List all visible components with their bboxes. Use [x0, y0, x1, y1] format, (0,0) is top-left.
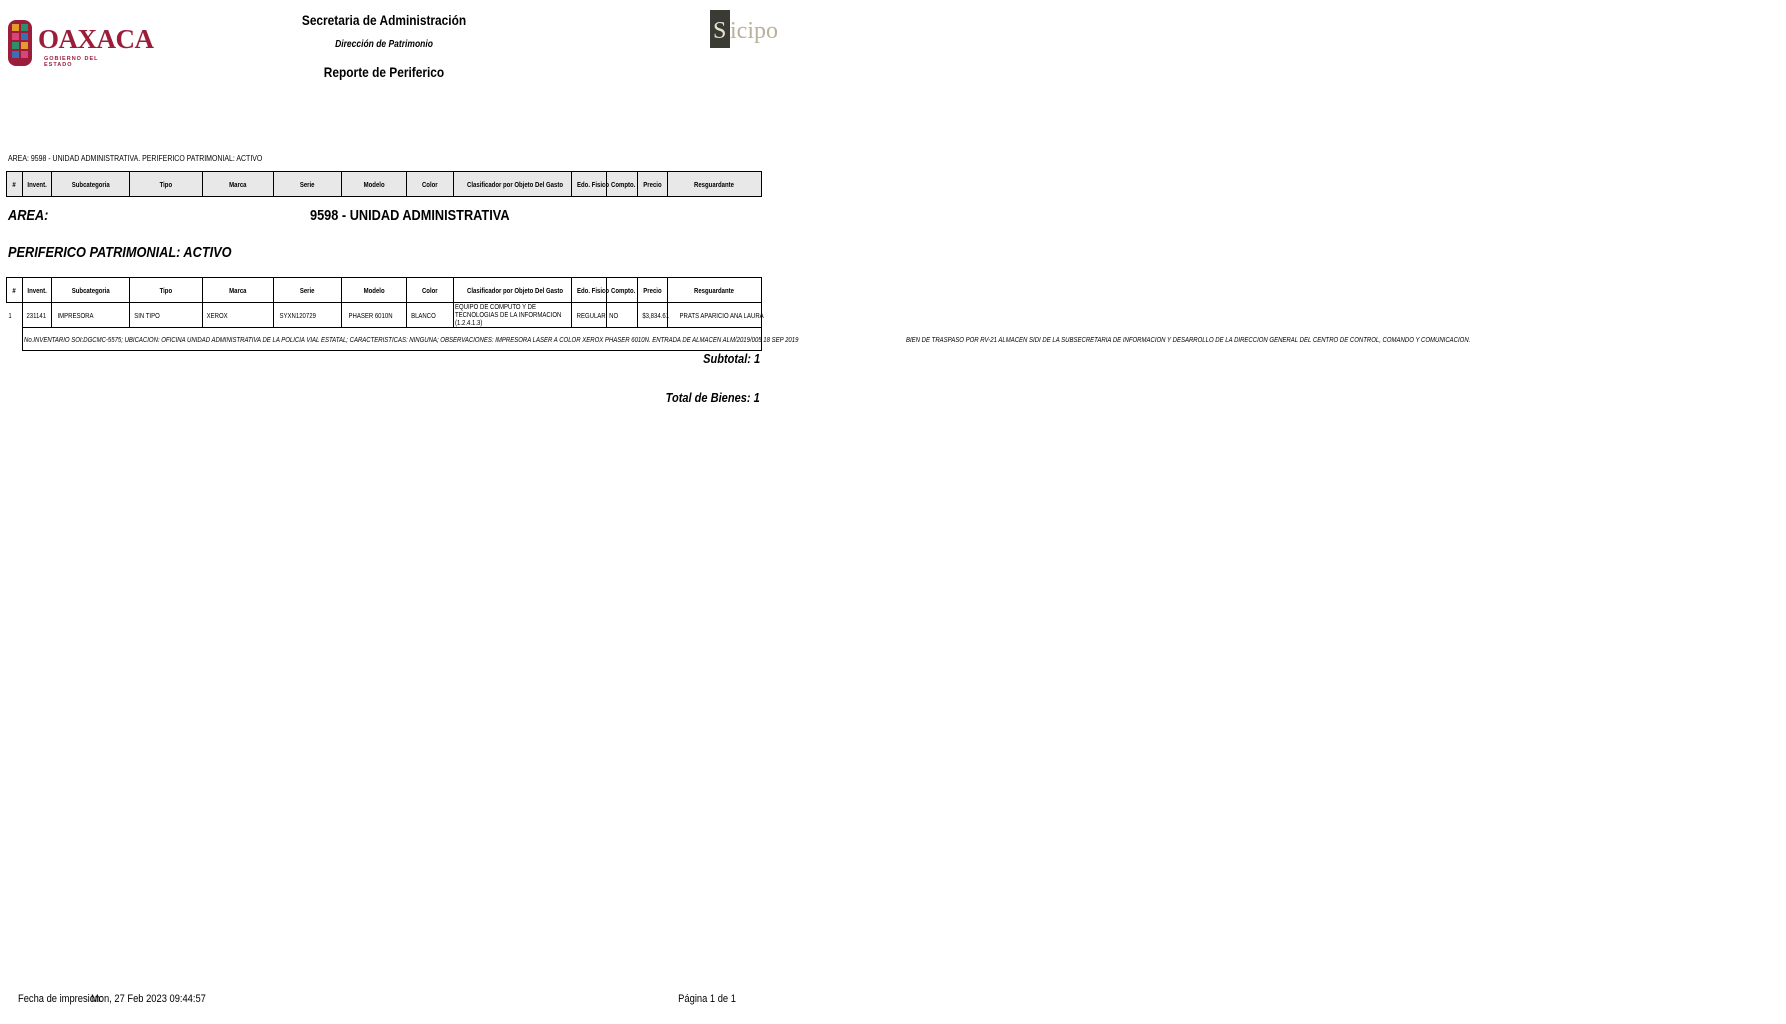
col-edo-fisico: Edo. Fisico	[572, 172, 607, 197]
col-modelo: Modelo	[342, 172, 407, 197]
col-precio: Precio	[638, 278, 668, 303]
footer-date: Mon, 27 Feb 2023 09:44:57	[91, 993, 206, 1005]
row-color: BLANCO	[407, 303, 454, 328]
section-title: PERIFERICO PATRIMONIAL: ACTIVO	[8, 244, 232, 261]
obs-line-2: BIEN DE TRASPASO POR RV-21 ALMACEN SIDI DE LA SUBSECRETARIA DE INFORMACION Y DESARROLLO DE LA DIRECCION GENERAL DEL CENTRO DE CONTROL, COMANDO Y COMUNICACION.	[906, 334, 1471, 344]
row-edo-fisico: REGULAR	[572, 303, 607, 328]
column-header-bar	[6, 171, 762, 197]
row-marca: XEROX	[203, 303, 274, 328]
report-title: Reporte de Periferico	[323, 64, 445, 80]
col-clasificador: Clasificador por Objeto Del Gasto	[454, 172, 572, 197]
col-num: #	[7, 278, 23, 303]
row-clasificador: EQUIPO DE COMPUTO Y DE TECNOLOGIAS DE LA INFORMACION (1.2.4.1.3)	[454, 303, 572, 328]
col-serie: Serie	[274, 172, 342, 197]
filter-line: AREA: 9598 - UNIDAD ADMINISTRATIVA. PERIFERICO PATRIMONIAL: ACTIVO	[8, 153, 263, 163]
row-resguardante: PRATS APARICIO ANA LAURA	[668, 303, 762, 328]
col-resguardante: Resguardante	[668, 278, 762, 303]
subtotal: Subtotal: 1	[702, 351, 760, 366]
row-tipo: SIN TIPO	[130, 303, 203, 328]
notes-spacer	[7, 328, 23, 351]
col-subcategoria: Subcategoria	[52, 172, 130, 197]
area-label: AREA:	[8, 207, 49, 224]
data-table	[6, 277, 1471, 351]
footer-date-label: Fecha de impresion:	[18, 993, 103, 1005]
area-value: 9598 - UNIDAD ADMINISTRATIVA	[310, 207, 510, 224]
col-subcategoria: Subcategoria	[52, 278, 130, 303]
logo-subtitle: GOBIERNO DEL ESTADO	[44, 56, 99, 68]
col-invent: Invent.	[23, 278, 52, 303]
col-color: Color	[407, 172, 454, 197]
page-number: Página 1 de 1	[678, 993, 736, 1005]
col-resguardante: Resguardante	[668, 172, 762, 197]
obs-line-1: No.INVENTARIO SOI:DGCMC-5575; UBICACION: OFICINA UNIDAD ADMINISTRATIVA DE LA POLICIA VIAL ESTATAL; CARACTERISTICAS: NINGUNA; OBSERVACIONES: IMPRESORA LASER A COLOR XEROX PHASER 6010N. ENTRADA DE ALMACEN ALM/2019/005 18 SEP 2019	[24, 334, 799, 344]
row-num: 1	[7, 310, 12, 320]
col-color: Color	[407, 278, 454, 303]
sicipo-logo: S icipo	[710, 10, 764, 50]
logo-title: OAXACA	[38, 24, 154, 54]
col-serie: Serie	[274, 278, 342, 303]
total-bienes: Total de Bienes: 1	[665, 390, 760, 405]
row-precio: $3,834.61	[638, 303, 668, 328]
row-subcategoria: IMPRESORA	[52, 303, 130, 328]
col-num: #	[7, 172, 23, 197]
page-subtitle: Dirección de Patrimonio	[335, 39, 433, 50]
row-serie: SYXN120729	[274, 303, 342, 328]
col-marca: Marca	[203, 278, 274, 303]
col-clasificador: Clasificador por Objeto Del Gasto	[454, 278, 572, 303]
table-row-notes	[7, 328, 762, 351]
oaxaca-emblem-icon	[6, 16, 34, 70]
col-marca: Marca	[203, 172, 274, 197]
col-modelo: Modelo	[342, 278, 407, 303]
col-compto: Compto.	[607, 172, 638, 197]
col-edo-fisico: Edo. Fisico	[572, 278, 607, 303]
row-modelo: PHASER 6010N	[342, 303, 407, 328]
page-title: Secretaria de Administración	[301, 12, 467, 28]
table-row	[7, 303, 762, 328]
col-tipo: Tipo	[130, 278, 203, 303]
col-tipo: Tipo	[130, 172, 203, 197]
row-observaciones	[23, 328, 1471, 351]
row-invent: 231141	[23, 303, 52, 328]
col-precio: Precio	[638, 172, 668, 197]
row-compto: NO	[607, 303, 638, 328]
col-compto: Compto.	[607, 278, 638, 303]
col-invent: Invent.	[23, 172, 52, 197]
